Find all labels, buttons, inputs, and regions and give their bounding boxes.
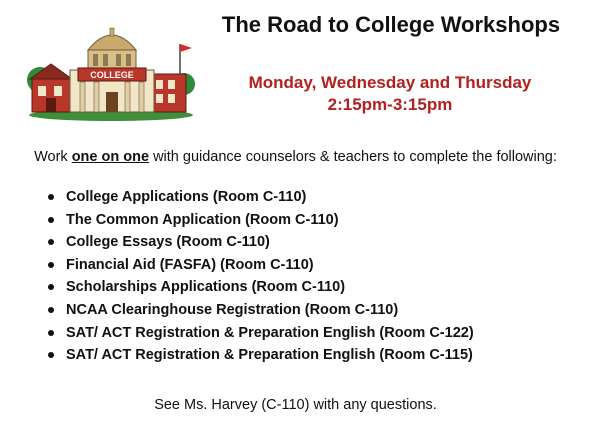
bullet-icon — [48, 239, 54, 245]
intro-emphasis: one on one — [71, 149, 150, 165]
list-item-text: College Applications (Room C-110) — [66, 189, 307, 205]
list-item — [44, 322, 474, 345]
schedule-days: Monday, Wednesday and Thursday — [248, 73, 532, 92]
intro-after: with guidance counselors & teachers to complete the following: — [149, 149, 557, 165]
college-building-clipart — [26, 22, 196, 122]
list-item — [44, 231, 474, 254]
workshop-list — [44, 186, 474, 367]
intro-text — [0, 148, 591, 166]
list-item-text: Scholarships Applications (Room C-110) — [66, 279, 346, 296]
flag-icon — [180, 44, 192, 52]
bullet-icon — [48, 262, 54, 268]
central-college-building — [70, 28, 154, 112]
bullet-icon — [48, 217, 54, 223]
page-title: The Road to College Workshops — [221, 12, 561, 37]
list-item-text: SAT/ ACT Registration & Preparation English (Room C-115) — [66, 347, 473, 364]
schedule-time: 2:15pm-3:15pm — [327, 95, 453, 114]
dome-shape — [88, 35, 136, 50]
list-item — [44, 254, 474, 277]
list-item — [44, 344, 474, 367]
bullet-icon — [48, 352, 54, 358]
college-sign-text: COLLEGE — [90, 70, 134, 80]
list-item — [44, 209, 474, 232]
bullet-icon — [48, 284, 54, 290]
list-item-text: College Essays (Room C-110) — [66, 234, 270, 251]
list-item — [44, 186, 474, 209]
right-brick-wing — [152, 44, 192, 112]
footer-note: See Ms. Harvey (C-110) with any questions. — [154, 397, 437, 413]
list-item-text: The Common Application (Room C-110) — [66, 211, 339, 228]
list-item-text: NCAA Clearinghouse Registration (Room C-110) — [66, 301, 399, 318]
list-item-text: SAT/ ACT Registration & Preparation English (Room C-122) — [66, 324, 474, 341]
intro-before: Work — [34, 149, 72, 165]
bullet-icon — [48, 307, 54, 313]
bullet-icon — [48, 194, 54, 200]
schedule-block — [220, 72, 560, 116]
list-item — [44, 276, 474, 299]
list-item — [44, 299, 474, 322]
list-item-text: Financial Aid (FASFA) (Room C-110) — [66, 256, 314, 273]
bullet-icon — [48, 330, 54, 336]
